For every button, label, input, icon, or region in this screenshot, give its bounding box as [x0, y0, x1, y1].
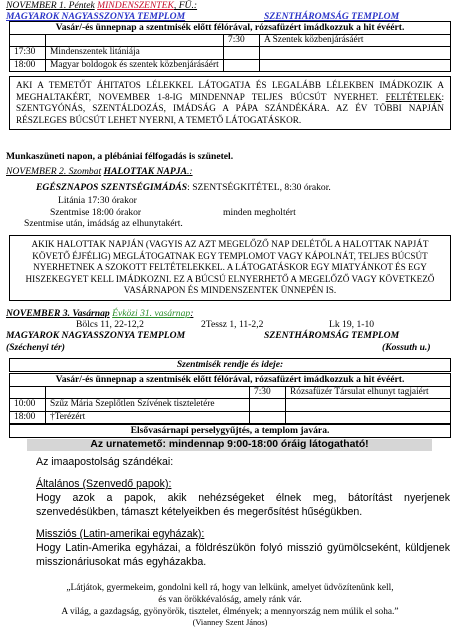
nov3-reading-3: Lk 19, 1-10: [329, 319, 375, 330]
mass-time-left: 18:00: [10, 59, 46, 71]
nov2-heading-feast: HALOTTAK NAPJA: [103, 166, 187, 177]
mass-intent-right: [286, 399, 451, 411]
nov1-indulgence-text: AKI A TEMETŐT ÁHITATOS LÉLEKKEL LÁTOGATJA ÉS LEGALÁBB LÉLEKBEN IMÁDKOZIK A MEGHALTAKÉRT, NOVEMBER 1-8-IG MINDENNAP TELJES BÚCSÚT NYERHET.: [16, 80, 444, 102]
quote-line-2: és van örökkévalóság, amely ránk vár.: [158, 594, 302, 605]
mass-intent-right: [286, 411, 451, 423]
quote-line-3: A világ, a gazdagság, gyönyörök, tisztelet, élmények; a mennyország nem múlik el soha.”: [61, 606, 399, 617]
mass-intent-right: [260, 47, 451, 59]
mass-time-right: [224, 59, 260, 71]
mass-intent-right: Rózsafüzér Társulat elhunyt tagjaiért: [286, 387, 451, 399]
mass-time-left: 18:00: [10, 411, 46, 423]
nov2-heading: [6, 166, 193, 178]
mass-intent-left: †Terézért: [46, 411, 250, 423]
intentions-general-text: Hogy azok a papok, akik nehézségeket élnek meg, bátorítást nyerjenek szenvedésükben, támaszt kételyeikben és megerősítést hűségükben.: [36, 491, 450, 518]
nov3-rosary-note: Vasár/-és ünnepnap a szentmisék előtt félórával, rózsafüzért imádkozzuk a hit évéért.: [9, 373, 451, 387]
nov2-all-day-label: EGÉSZNAPOS SZENTSÉGIMÁDÁS: [36, 182, 188, 193]
nov1-heading-date: NOVEMBER 1. Péntek: [6, 0, 95, 11]
nov1-rosary-note: Vasár/-és ünnepnap a szentmisék előtt félórával, rózsafüzért imádkozzuk a hit évéért.: [9, 21, 451, 35]
mass-row: [10, 35, 451, 47]
nov2-mass-intent: minden megholtért: [223, 207, 296, 218]
nov1-church-right: SZENTHÁROMSÁG TEMPLOM: [264, 11, 400, 22]
intentions-general-label: Általános (Szenvedő papok):: [36, 477, 172, 490]
mass-time-right: [250, 399, 286, 411]
nov2-all-day-rest: : SZENTSÉGKITÉTEL, 8:30 órakor.: [187, 182, 331, 193]
cemetery-banner: Az urnatemető: mindennap 9:00-18:00 óráig látogatható!: [27, 439, 432, 451]
mass-row: [10, 411, 451, 423]
nov2-mass: Szentmise 18:00 órakor: [50, 207, 142, 218]
nov1-heading-feast: MINDENSZENTEK: [97, 0, 174, 11]
quote-author: (Vianney Szent János): [192, 618, 268, 628]
mass-intent-left: Mindenszentek litániája: [46, 47, 224, 59]
nov1-heading: [6, 0, 197, 12]
mass-time-right: [224, 47, 260, 59]
nov1-indulgence-rest: : SZENTGYÓNÁS, SZENTÁLDOZÁS, IMÁDSÁG A PÁPA SZÁNDÉKÁRA. AZ ÉV TÖBBI NAPJÁN RÉSZLEGES BÚCSÚT LEHET NYERNI, A TEMETŐ LÁTOGATÁSKOR.: [16, 91, 445, 125]
mass-intent-right: [260, 59, 451, 71]
intentions-title: Az imaapostolság szándékai:: [36, 456, 174, 468]
intentions-mission-label: Missziós (Latin-amerikai egyházak):: [36, 527, 205, 540]
nov2-indulgence-box: AKIK HALOTTAK NAPJÁN (VAGYIS AZ AZT MEGELŐZŐ NAP DELÉTŐL A HALOTTAK NAPJÁT KÖVETŐ ÉJFÉLIG) MEGLÁTOGATNAK EGY TEMPLOMOT VAGY KÁPOLNÁT, TELJES BÚCSÚT NYERHETNEK A SZOKOTT FELTÉTELEKKEL. A LÁTOGATÁSKOR EGY MIATYÁNKOT ÉS EGY HISZEKEGYET KELL IMÁDKOZNI. EZ A BÚCSÚ ELNYERHETŐ A MEGELŐZŐ VAGY KÖVETKEZŐ VASÁRNAPON ÉS MINDENSZENTEK ÜNNEPÉN IS.: [9, 235, 451, 301]
mass-time-right: [250, 411, 286, 423]
quote-line-1: „Látjátok, gyermekeim, gondolni kell rá, hogy van lelkünk, amelyet üdvözítenünk kell,: [66, 583, 394, 593]
nov2-after-mass: Szentmise után, imádság az elhunytakért.: [24, 218, 183, 229]
nov3-order-title: Szentmisék rendje és ideje:: [9, 358, 451, 372]
mass-intent-left: [46, 35, 224, 47]
nov3-heading-feast: Évközi 31. vasárnap: [112, 308, 191, 319]
nov3-street-right: (Kossuth u.): [382, 342, 431, 353]
mass-row: [10, 387, 451, 399]
nov2-heading-suffix: .:: [186, 166, 193, 177]
nov2-litany: Litánia 17:30 órakor: [58, 195, 137, 206]
nov3-reading-1: Bölcs 11, 22-12,2: [76, 319, 144, 330]
mass-intent-left: Szűz Mária Szeplőtlen Szívének tiszteletére: [46, 399, 250, 411]
nov3-heading-date: NOVEMBER 3. Vasárnap: [6, 308, 110, 319]
mass-row: [10, 399, 451, 411]
nov1-mass-table: [9, 34, 451, 72]
mass-time-left: [10, 35, 46, 47]
mass-time-left: 10:00: [10, 399, 46, 411]
nov1-heading-suffix: , FŰ.:: [173, 0, 198, 11]
nov3-collection: Elsővasárnapi perselygyűjtés, a templom javára.: [9, 424, 451, 438]
nov1-indulgence-label: FELTÉTELEK: [385, 91, 442, 102]
mass-time-left: [10, 387, 46, 399]
nov1-office-note: Munkaszüneti napon, a plébániai félfogadás is szünetel.: [6, 151, 234, 162]
mass-intent-left: [46, 387, 250, 399]
mass-row: [10, 59, 451, 71]
nov3-heading: [6, 308, 193, 320]
nov3-church-right: SZENTHÁROMSÁG TEMPLOM: [264, 330, 400, 341]
mass-time-right: 7:30: [224, 35, 260, 47]
quote-block: [6, 583, 454, 629]
nov3-heading-suffix: :: [190, 308, 194, 319]
nov3-street-left: (Széchenyi tér): [6, 342, 65, 353]
mass-row: [10, 47, 451, 59]
nov1-indulgence-box: [9, 76, 451, 130]
nov2-all-day: [36, 182, 331, 194]
nov1-church-left: MAGYAROK NAGYASSZONYA TEMPLOM: [6, 11, 186, 22]
mass-intent-right: A Szentek közbenjárásáért: [260, 35, 451, 47]
intentions-mission-text: Hogy Latin-Amerika egyházai, a földrészükön folyó misszió gyümölcseként, küldjenek misszionáriusokat más egyházakba.: [36, 541, 450, 568]
mass-time-left: 17:30: [10, 47, 46, 59]
mass-intent-left: Magyar boldogok és szentek közbenjárásáért: [46, 59, 224, 71]
nov2-heading-date: NOVEMBER 2. Szombat: [6, 166, 102, 177]
intentions-section: [36, 456, 450, 570]
nov3-church-left: MAGYAROK NAGYASSZONYA TEMPLOM: [6, 330, 186, 341]
nov3-reading-2: 2Tessz 1, 11-2,2: [201, 319, 264, 330]
mass-time-right: 7:30: [250, 387, 286, 399]
nov3-mass-table: [9, 386, 451, 424]
